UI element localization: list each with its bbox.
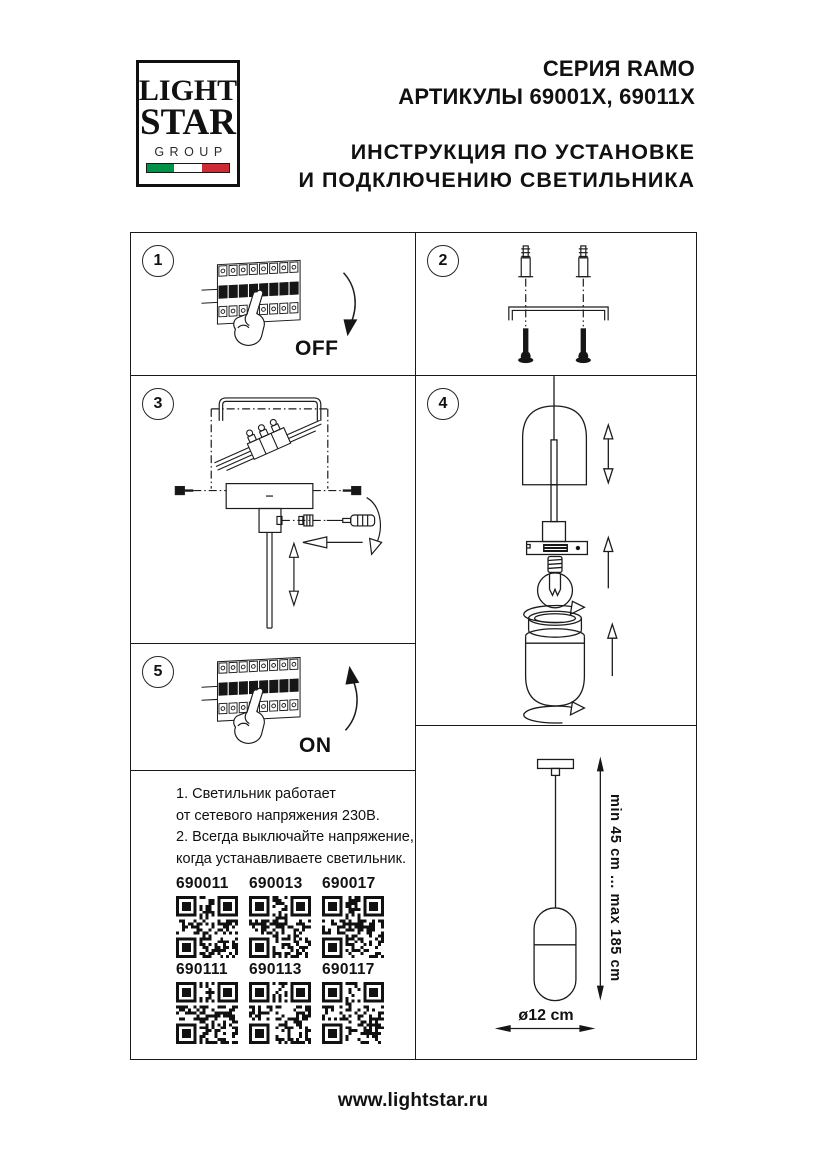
document-header xyxy=(299,55,695,194)
qr-item xyxy=(322,961,385,1044)
logo-word-light: LIGHT xyxy=(138,74,238,107)
logo-word-group: GROUP xyxy=(154,145,228,160)
step-number-badge: 2 xyxy=(427,245,459,277)
instruction-title-line2: И ПОДКЛЮЧЕНИЮ СВЕТИЛЬНИКА xyxy=(298,168,695,192)
qr-item xyxy=(176,875,239,958)
breaker-off-diagram xyxy=(131,233,415,375)
article-number: 690011 xyxy=(176,875,229,892)
qr-code xyxy=(176,896,238,958)
step-5-panel xyxy=(131,644,416,771)
step-number-badge: 1 xyxy=(142,245,174,277)
instruction-title-line1: ИНСТРУКЦИЯ ПО УСТАНОВКЕ xyxy=(350,140,695,164)
article-number: 690017 xyxy=(322,875,376,892)
note-line: когда устанавливаете светильник. xyxy=(176,850,407,867)
qr-code xyxy=(322,982,384,1044)
step-number-badge: 3 xyxy=(142,388,174,420)
on-label: ON xyxy=(299,734,332,757)
off-label: OFF xyxy=(295,337,339,360)
qr-item xyxy=(176,961,239,1044)
mounting-hardware-diagram xyxy=(416,233,696,375)
logo-word-star: STAR xyxy=(140,102,236,143)
step-2-panel xyxy=(416,233,696,376)
article-number: 690113 xyxy=(249,961,302,978)
height-range-label: min 45 cm ... max 185 cm xyxy=(607,794,623,982)
qr-row-1 xyxy=(176,875,385,958)
canopy-wiring-diagram xyxy=(131,376,415,643)
qr-item xyxy=(249,961,312,1044)
article-number: 690013 xyxy=(249,875,303,892)
website-url: www.lightstar.ru xyxy=(337,1090,489,1111)
note-line: 1. Светильник работает xyxy=(176,786,336,802)
step-3-panel xyxy=(131,376,416,644)
step-number-badge: 5 xyxy=(142,656,174,688)
arrow-up-icon xyxy=(345,666,359,685)
qr-item xyxy=(322,875,385,958)
article-number: 690111 xyxy=(176,961,228,978)
breaker-on-diagram xyxy=(131,644,415,770)
qr-code xyxy=(322,896,384,958)
pendant-assembly-diagram xyxy=(416,376,696,725)
note-line: от сетевого напряжения 230В. xyxy=(176,807,380,824)
note-line: 2. Всегда выключайте напряжение, xyxy=(176,829,414,845)
step-number-badge: 4 xyxy=(427,388,459,420)
qr-code xyxy=(249,982,311,1044)
diameter-label: ø12 cm xyxy=(518,1007,574,1024)
arrow-down-icon xyxy=(344,319,358,336)
step-4-panel xyxy=(416,376,696,726)
instruction-grid xyxy=(130,232,697,1060)
usage-notes xyxy=(176,784,414,870)
series-title: СЕРИЯ RAMO xyxy=(542,56,695,81)
qr-code xyxy=(176,982,238,1044)
italian-flag-stripe xyxy=(146,163,230,173)
articles-line: АРТИКУЛЫ 69001X, 69011X xyxy=(398,84,695,109)
qr-row-2 xyxy=(176,961,385,1044)
article-number: 690117 xyxy=(322,961,375,978)
qr-item xyxy=(249,875,312,958)
terminal-block-sketch xyxy=(208,402,324,475)
step-1-panel xyxy=(131,233,416,376)
dimensions-panel xyxy=(416,726,696,1059)
notes-panel xyxy=(131,771,416,1059)
lightstar-logo xyxy=(136,60,240,187)
qr-code xyxy=(249,896,311,958)
